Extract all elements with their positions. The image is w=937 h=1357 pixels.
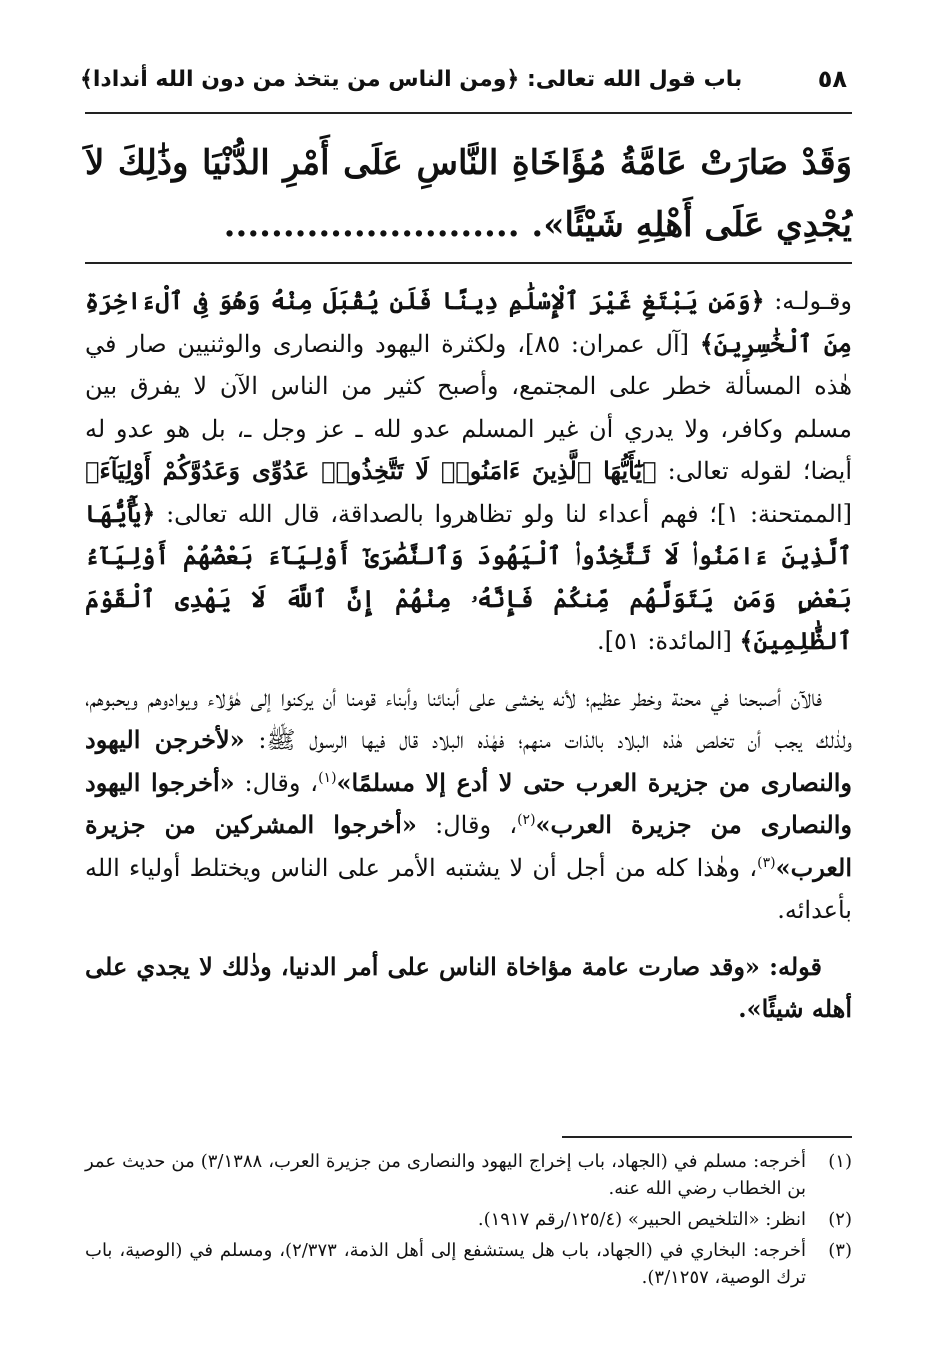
text-span: [آل عمران: ٨٥]، ولكثرة اليهود والنصارى والوثنيين صار في هٰذه المسألة خطر على المجتمع، وأصبح كثير من الناس الآن لا يفرق بين مسلم وكافر، ولا يدري أن غير المسلم عدو لله ـ عز وجل ـ، بل هو عدو له أيضا؛ لقوله تعالى:	[85, 329, 852, 485]
footnote	[85, 1206, 852, 1233]
qawluhu-label: قوله:	[759, 951, 822, 981]
text-span: [المائدة: ٥١].	[596, 627, 740, 655]
hadith-quote: «لأخرجن اليهود والنصارى من جزيرة العرب حتى لا أدع إلا مسلمًا»	[85, 725, 853, 797]
header-rule	[85, 112, 852, 114]
quran-verse: ﴿وَمَن يَبْتَغِ غَيْرَ ٱلْإِسْلَٰمِ دِينًا فَلَن يُقْبَلَ مِنْهُ وَهُوَ فِى ٱلْءَاخِرَةِ مِنَ ٱلْخَٰسِرِينَ﴾	[85, 286, 852, 358]
hadith-quote: «أخرجوا المشركين من جزيرة العرب»	[85, 810, 852, 882]
footnote-text: انظر: «التلخيص الحبير» (١٢٥/٤/رقم ١٩١٧).	[477, 1209, 806, 1230]
matn-rule	[85, 262, 852, 264]
matn-quote: وَقَدْ صَارَتْ عَامَّةُ مُؤَاخَاةِ النَّاسِ عَلَى أَمْرِ الدُّنْيَا وذَٰلِكَ لاَ يُجْدِي عَلَى أَهْلِهِ شَيْئًا».	[85, 143, 852, 245]
matn-dots: .........................	[223, 205, 520, 245]
footnote	[85, 1237, 852, 1291]
footnote-number: (١)	[828, 1151, 852, 1172]
footnote-number: (٢)	[828, 1209, 852, 1230]
page-number: ٥٨	[817, 65, 847, 93]
footnote-ref[interactable]: (١)	[318, 769, 337, 786]
quran-verse: ﴿يَٰٓأَيُّهَا ٱلَّذِينَ ءَامَنُوا۟ لَا تَتَّخِذُوا۟ ٱلْيَهُودَ وَٱلنَّصَٰرَىٰٓ أَوْلِيَآءَ بَعْضُهُمْ أَوْلِيَآءُ بَعْضٍ وَمَن يَتَوَلَّهُم مِّنكُمْ فَإِنَّهُۥ مِنْهُمْ إِنَّ ٱللَّهَ لَا يَهْدِى ٱلْقَوْمَ ٱلظَّٰلِمِينَ﴾	[85, 498, 852, 655]
footnote-ref[interactable]: (٢)	[517, 812, 536, 828]
commentary	[85, 280, 852, 1045]
paragraph-1	[85, 280, 852, 663]
footnote-text: أخرجه: البخاري في (الجهاد، باب هل يستشفع إلى أهل الذمة، ٢/٣٧٣)، ومسلم في (الوصية، باب ترك الوصية، ٣/١٢٥٧).	[85, 1240, 807, 1288]
text-span: ، وقال:	[234, 768, 319, 797]
footnote-text: أخرجه: مسلم في (الجهاد، باب إخراج اليهود والنصارى من جزيرة العرب، ٣/١٣٨٨) من حديث عمر بن الخطاب رضي الله عنه.	[85, 1151, 806, 1199]
footnote	[85, 1148, 852, 1202]
quran-verse: ﴿يَٰٓأَيُّهَا ٱلَّذِينَ ءَامَنُوا۟ لَا تَتَّخِذُوا۟ عَدُوِّى وَعَدُوَّكُمْ أَوْلِيَآءَ﴾	[85, 456, 657, 485]
running-title: باب قول الله تعالى: ﴿ومن الناس من يتخذ من دون الله أندادا﴾	[80, 66, 743, 92]
footnotes	[85, 1148, 852, 1295]
text-span: ، وقال:	[416, 811, 518, 839]
footnote-rule	[562, 1136, 852, 1138]
text-span: فالآن أصبحنا في محنة وخطر عظيم؛ لأنه يخشى على أبنائنا وأبناء قومنا أن يركنوا إلى هٰؤلاء ويوادوهم ويحبوهم، ولذٰلك يجب أن تخلص هٰذه البلاد بالذات منهم؛ فهٰذه البلاد قال فيها الرسول ﷺ:	[85, 683, 852, 754]
footnote-ref[interactable]: (٣)	[757, 854, 776, 871]
page-header	[80, 58, 847, 100]
footnote-number: (٣)	[828, 1240, 852, 1261]
paragraph-3	[85, 946, 852, 1031]
text-span: ، وهٰذا كله من أجل أن لا يشتبه الأمر على الناس ويختلط أولياء الله بأعدائه.	[85, 853, 852, 924]
text-span: وقـولـه:	[764, 287, 852, 315]
text-span: [الممتحنة: ١]؛ فهم أعداء لنا ولو تظاهروا بالصداقة، قال الله تعالى:	[155, 499, 852, 528]
matn-recap: «وقد صارت عامة مؤاخاة الناس على أمر الدنيا، وذٰلك لا يجدي على أهله شيئًا».	[85, 951, 852, 1023]
hadith-quote: «أخرجوا اليهود والنصارى من جزيرة العرب»	[85, 767, 852, 839]
matn-text	[85, 132, 852, 256]
paragraph-2	[85, 677, 852, 932]
